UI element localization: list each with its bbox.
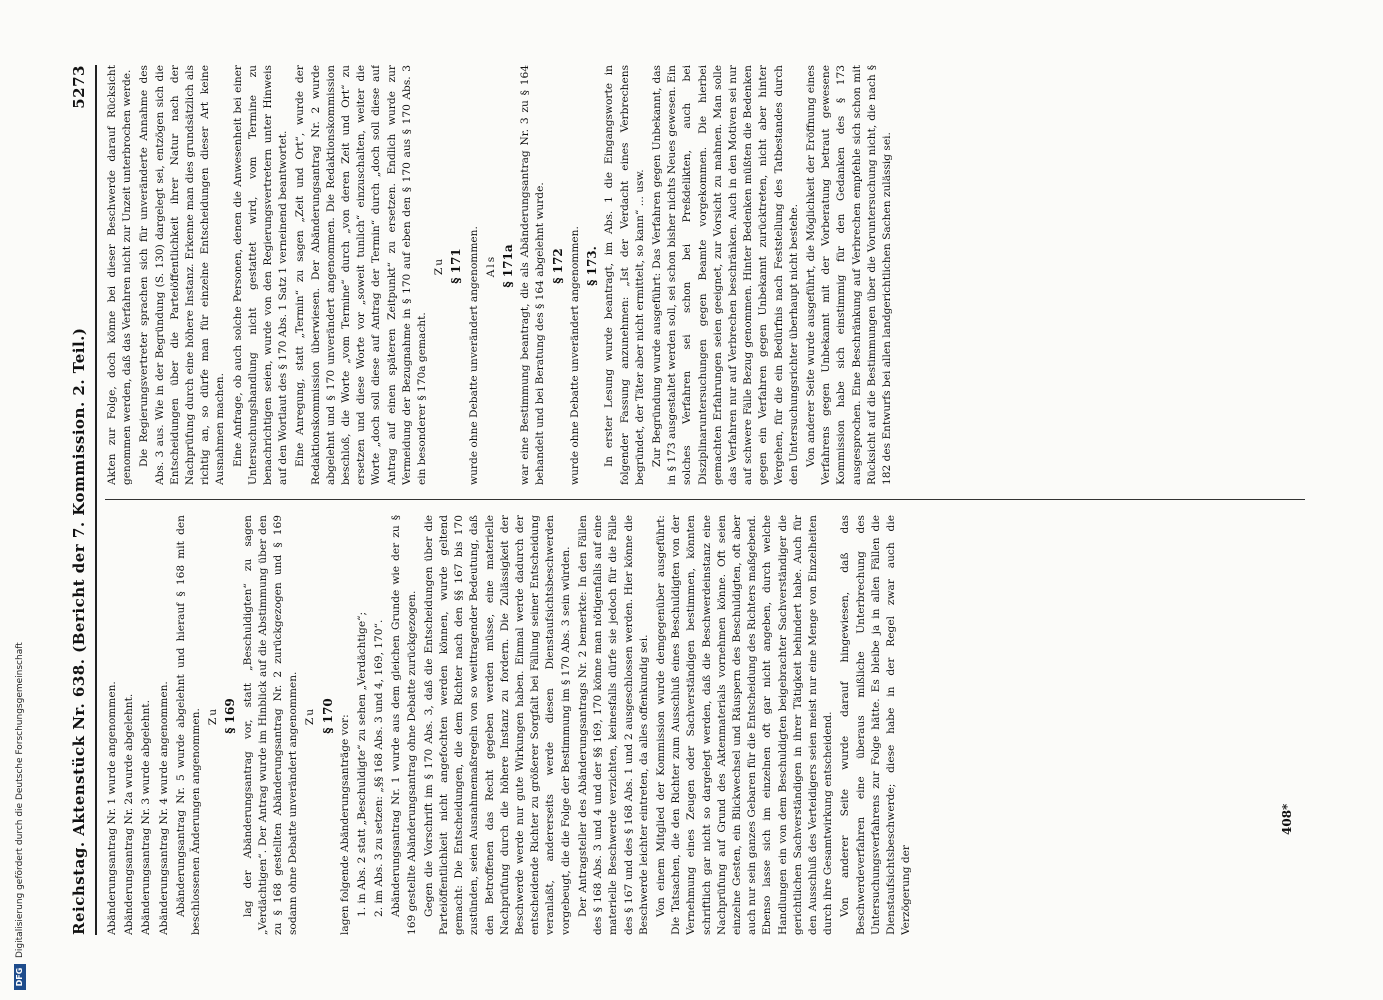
paragraph: Abänderungsantrag Nr. 5 wurde abgelehnt und hierauf § 168 mit den beschlossenen Änderungen angenommen.	[174, 515, 203, 935]
header-title: Reichstag. Aktenstück Nr. 638. (Bericht der 7. Kommission. 2. Teil.)	[70, 327, 88, 935]
section-heading: § 169	[223, 698, 238, 734]
paragraph: 2. im Abs. 3 zu setzen: „§§ 168 Abs. 3 und 4, 169, 170“.	[373, 619, 386, 917]
paragraph: Abänderungsantrag Nr. 1 wurde angenommen.	[106, 681, 118, 935]
digitization-note	[14, 10, 26, 990]
section-heading: § 173.	[585, 246, 600, 286]
section-heading: § 171a	[501, 244, 516, 288]
section-intro: Als	[484, 254, 497, 278]
section-intro: Zu	[304, 706, 317, 726]
paragraph: Der Antragsteller des Abänderungsantrags Nr. 2 bemerkte: In den Fällen des § 168 Abs. 3 und 4 und der §§ 169, 170 könne man nötigenfalls auf eine materielle Beschwerde verzichten, keinesfalls dürfe sie jedoch für die Fälle des § 167 und des § 168 Abs. 1 und 2 ausgeschlossen werden. Hier könne die Beschwerde leichter eintreten, da alles offenkundig sei.	[576, 515, 650, 935]
paragraph: In erster Lesung wurde beantragt, im Abs. 1 die Eingangsworte in folgender Fassung anzunehmen: „Ist der Verdacht eines Verbrechens begründet, der Täter aber nicht ermittelt, so kann“ ... usw.	[603, 65, 646, 485]
section-intro: Zu	[433, 256, 446, 276]
paragraph: Von einem Mitglied der Kommission wurde demgegenüber ausgeführt: Die Tatsachen, die den Richter zum Ausschluß eines Beschuldigten von der Vernehmung eines Zeugen oder Sachverständigen bestimmen, könnten schriftlich gar nicht so dargelegt werden, daß die Beschwerdeinstanz eine Nachprüfung auf Grund des Aktenmaterials vornehmen könne. Oft seien einzelne Gesten, ein Blickwechsel und Räuspern des Beschuldigten, oft aber auch nur sein ganzes Gebaren für die Entscheidung des Richters maßgebend. Ebenso lasse sich im einzelnen oft gar nicht angeben, durch welche Handlungen ein von dem Beschuldigten beigebrachter Sachverständiger die gerichtlichen Sachverständigen in ihrer Tätigkeit behindert habe. Auch für den Ausschluß des Verteidigers seien meist nur eine Menge von Einzelheiten durch ihre Gesamtwirkung entscheidend.	[654, 515, 835, 935]
footer-page-number: 408*	[1280, 803, 1294, 835]
column-divider	[105, 499, 1305, 500]
digitization-text: Digitalisierung gefördert durch die Deutsche Forschungsgemeinschaft	[15, 642, 25, 958]
paragraph: Abänderungsantrag Nr. 1 wurde aus dem gleichen Grunde wie der zu § 169 gestellte Abänderungsantrag ohne Debatte zurückgezogen.	[390, 515, 418, 935]
header-rule	[95, 65, 97, 935]
paragraph: lagen folgende Abänderungsanträge vor:	[338, 714, 351, 935]
paragraph: Abänderungsantrag Nr. 2a wurde abgelehnt.	[123, 693, 136, 935]
rotated-page-content	[65, 65, 1320, 935]
paragraph: Abänderungsantrag Nr. 4 wurde angenommen.	[157, 681, 170, 935]
section-heading: § 170	[320, 698, 335, 734]
paragraph: 1. in Abs. 2 statt „Beschuldigte“ zu sehen „Verdächtige“;	[356, 611, 369, 917]
paragraph: lag der Abänderungsantrag vor, statt „Beschuldigten“ zu sagen „Verdächtigen“. Der Antrag wurde im Hinblick auf die Abstimmung über den zu § 168 gestellten Abänderungsantrag Nr. 2 zurückgezogen und § 169 sodann ohne Debatte unverändert angenommen.	[241, 515, 300, 935]
page-number: 5273	[70, 65, 88, 109]
page-header	[65, 65, 93, 935]
section-heading: § 171	[449, 248, 464, 284]
paragraph: wurde ohne Debatte unverändert angenommen.	[568, 226, 581, 485]
paragraph: Von anderer Seite wurde darauf hingewiesen, daß das Beschwerdeverfahren eine überaus mißliche Unterbrechung des Untersuchungsverfahrens zur Folge hätte. Es bleibe ja in allen Fällen die Dienstaufsichtsbeschwerde; diese habe in der Regel zwar auch die Verzögerung der	[839, 515, 913, 935]
paragraph: Die Regierungsvertreter sprachen sich für unveränderte Annahme des Abs. 3 aus. Wie in der Begründung (S. 130) dargelegt sei, entzögen sich die Entscheidungen über die Parteiöffentlichkeit ihrer Natur nach der Nachprüfung durch eine höhere Instanz. Erkenne man dies grundsätzlich als richtig an, so dürfe man für einzelne Entscheidungen dieser Art keine Ausnahmen machen.	[138, 65, 227, 485]
left-column	[105, 515, 1315, 935]
paragraph: Eine Anregung, statt „Termin“ zu sagen „Zeit und Ort“, wurde der Redaktionskommission überwiesen. Der Abänderungsantrag Nr. 2 wurde abgelehnt und § 170 unverändert angenommen. Die Redaktionskommission beschloß, die Worte „vom Termine“ durch „von deren Zeit und Ort“ zu ersetzen und diese Worte vor „soweit tunlich“ einzuschalten, weiter die Worte „doch soll diese auf Antrag der Termin“ durch „doch soll diese auf Antrag auf einen späteren Zeitpunkt“ zu ersetzen. Endlich wurde zur Vermeidung der Bezugnahme in § 170 auf eben den § 170 aus § 170 Abs. 3 ein besonderer § 170a gemacht.	[294, 65, 429, 485]
paragraph: Von anderer Seite wurde ausgeführt, die Möglichkeit der Eröffnung eines Verfahrens gegen Unbekannt mit der Vorberatung betraut gewesene Kommission habe sich einstimmig für den Gedanken des § 173 ausgesprochen. Eine Beschränkung auf Verbrechen empfehle sich schon mit Rücksicht auf die Bestimmungen über die Voruntersuchung nicht, die nach § 182 des Entwurfs bei allen landgerichtlichen Sachen zulässig sei.	[804, 65, 893, 485]
right-column	[105, 65, 1315, 485]
paragraph: war eine Bestimmung beantragt, die als Abänderungsantrag Nr. 3 zu § 164 behandelt und bei Beratung des § 164 abgelehnt wurde.	[519, 65, 547, 485]
paragraph: Eine Anfrage, ob auch solche Personen, denen die Anwesenheit bei einer Untersuchungshandlung nicht gestattet wird, vom Termine zu benachrichtigen seien, wurde von den Regierungsvertretern unter Hinweis auf den Wortlaut des § 170 Abs. 1 Satz 1 verneinend beantwortet.	[231, 65, 290, 485]
paragraph: Abänderungsantrag Nr. 3 wurde abgelehnt.	[140, 700, 153, 935]
section-heading: § 172	[550, 248, 565, 284]
paragraph: Akten zur Folge, doch könne bei dieser Beschwerde darauf Rücksicht genommen werden, daß das Verfahren nicht zur Unzeit unterbrochen werde.	[106, 65, 134, 485]
paragraph: Gegen die Vorschrift im § 170 Abs. 3, daß die Entscheidungen über die Parteiöffentlichkeit nicht angefochten werden können, wurde geltend gemacht: Die Entscheidungen, die dem Richter nach den §§ 167 bis 170 zustünden, seien Ausnahmemaßregeln von so weittragender Bedeutung, daß den Betroffenen das Recht gegeben werden müsse, eine materielle Nachprüfung durch die höhere Instanz zu fordern. Die Zulässigkeit der Beschwerde werde nur gute Wirkungen haben. Einmal werde dadurch der entscheidende Richter zu größerer Sorgfalt bei Fällung seiner Entscheidung veranlaßt, andererseits werde diesen Dienstaufsichtsbeschwerden vorgebeugt, die die Folge der Bestimmung im § 170 Abs. 3 sein würden.	[422, 515, 572, 935]
paragraph: wurde ohne Debatte unverändert angenommen.	[467, 226, 480, 485]
dfg-logo: DFG	[14, 964, 26, 990]
section-intro: Zu	[207, 706, 220, 726]
paragraph: Zur Begründung wurde ausgeführt: Das Verfahren gegen Unbekannt, das in § 173 ausgestaltet werden soll, sei schon bisher nichts Neues gewesen. Ein solches Verfahren sei schon bei Preßdelikten, auch bei Disziplinaruntersuchungen gegen Beamte vorgekommen. Die hierbei gemachten Erfahrungen seien geeignet, zur Vorsicht zu mahnen. Man solle das Verfahren nur auf Verbrechen beschränken. Auch in den Motiven sei nur auf schwere Fälle Bezug genommen. Hinter Bedenken müßten die Bedenken gegen ein Verfahren gegen Unbekannt zurücktreten, nicht aber hinter Vergehen, für die ein Bedürfnis nach Feststellung des Tatbestandes durch den Untersuchungsrichter überhaupt nicht bestehe.	[650, 65, 800, 485]
